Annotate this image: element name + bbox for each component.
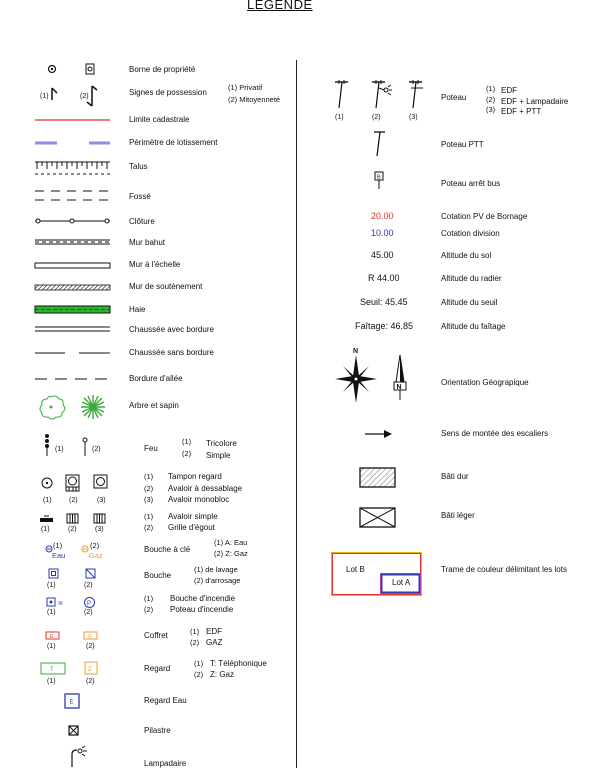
- mitoyennete-icon: [87, 84, 101, 108]
- mur-soutenement-symbol: [35, 284, 115, 292]
- label-feu: Feu: [144, 444, 158, 453]
- feu-opt-2: (2): [182, 449, 192, 458]
- lot-a-label: Lot A: [392, 578, 411, 587]
- label-limite: Limite cadastrale: [129, 115, 190, 124]
- regard-telephonique-icon: [40, 662, 68, 676]
- bouche-cle-opt-1: (1) A: Eau: [214, 538, 248, 547]
- incendie-opt-2: (2): [144, 605, 154, 614]
- label-bouche-cle: Bouche à clé: [144, 545, 191, 554]
- talus-symbol: [35, 160, 115, 176]
- signes-opt-2: (2) Mitoyenneté: [228, 95, 281, 104]
- label-haie: Haie: [129, 305, 146, 314]
- bati-leger-symbol: [359, 507, 397, 529]
- lampadaire-icon: [68, 748, 90, 768]
- label-chaussee-sans: Chaussée sans bordure: [129, 348, 214, 357]
- svg-text:T: T: [50, 667, 54, 673]
- poteau-num-1: (1): [335, 114, 344, 121]
- label-signes: Signes de possession: [129, 88, 207, 97]
- label-bati-dur: Bâti dur: [441, 472, 469, 481]
- svg-text:P: P: [87, 601, 92, 607]
- poteau-opt-2: (2): [486, 95, 496, 104]
- faitage-value: Faîtage: 46.85: [355, 321, 414, 331]
- tampon-opt-3: (3): [144, 495, 154, 504]
- poteau-num-2: (2): [372, 114, 381, 121]
- mur-echelle-symbol: [35, 262, 115, 270]
- avaloir-dessablage-icon: [65, 474, 81, 494]
- regard-opt-1: (1): [194, 659, 204, 668]
- poteau-opt-3: (3): [486, 105, 496, 114]
- privatif-icon: [48, 86, 60, 102]
- label-borne: Borne de propriété: [129, 65, 196, 74]
- arbre-icon: [38, 394, 68, 420]
- poteau-opt-1: (1): [486, 84, 496, 93]
- limite-line: [35, 119, 115, 123]
- compass-rose-icon: [334, 346, 380, 406]
- poteau-val-3: EDF + PTT: [501, 107, 542, 116]
- svg-text:≋: ≋: [58, 601, 64, 607]
- svg-text:G: G: [88, 634, 92, 640]
- label-coffret: Coffret: [144, 631, 168, 640]
- svg-text:E: E: [69, 699, 74, 706]
- label-bouche: Bouche: [144, 571, 172, 580]
- grille-egout-icon: [66, 513, 80, 525]
- svg-text:N: N: [353, 348, 359, 355]
- cloture-symbol: [35, 217, 115, 225]
- label-poteau: Poteau: [441, 93, 467, 102]
- bouche-cle-opt-2: (2) Z: Gaz: [214, 549, 248, 558]
- lot-b-label: Lot B: [346, 565, 365, 574]
- bouche-num-1: (1): [47, 582, 56, 589]
- north-arrow-icon: [390, 354, 410, 402]
- label-mur-echelle: Mur à l'échelle: [129, 260, 181, 269]
- label-lampadaire: Lampadaire: [144, 759, 187, 768]
- avaloir-opt-2: (2): [144, 523, 154, 532]
- poteau-num-3: (3): [409, 114, 418, 121]
- regard-val-2: Z: Gaz: [210, 670, 235, 679]
- bouche-arrosage-icon: [85, 568, 97, 580]
- tampon-regard-icon: [40, 476, 54, 490]
- coffret-val-2: GAZ: [206, 638, 223, 647]
- incendie-opt-1: (1): [144, 594, 154, 603]
- cotation-pv-value: 20.00: [371, 211, 394, 221]
- mur-bahut-symbol: [35, 239, 115, 247]
- bouche-cle-sym-1: (1): [53, 541, 63, 550]
- regard-val-1: T: Téléphonique: [210, 659, 267, 668]
- perimetre-line: [35, 142, 115, 146]
- label-trame: Trame de couleur délimitant les lots: [441, 565, 567, 574]
- svg-text:N: N: [396, 384, 402, 391]
- label-regard: Regard: [144, 664, 171, 673]
- avaloir-monobloc-icon: [93, 474, 109, 492]
- coffret-num-1: (1): [47, 643, 56, 650]
- feu-num-2: (2): [92, 446, 101, 453]
- coffret-opt-1: (1): [190, 627, 200, 636]
- bouche-num-2: (2): [84, 582, 93, 589]
- label-cloture: Clôture: [129, 217, 155, 226]
- label-cotation-pv: Cotation PV de Bornage: [441, 212, 528, 221]
- signes-opt-1: (1) Privatif: [228, 83, 263, 92]
- poteau-edf-ptt-icon: [407, 80, 429, 110]
- poteau-val-1: EDF: [501, 86, 517, 95]
- seuil-value: Seuil: 45.45: [360, 297, 408, 307]
- label-orientation: Orientation Géograpique: [441, 378, 529, 387]
- signes-num-1: (1): [40, 93, 49, 100]
- label-mur-soutenement: Mur de soutènement: [129, 282, 203, 291]
- svg-text:E: E: [50, 634, 54, 640]
- bordure-allee-symbol: [35, 378, 115, 382]
- grille-egout-icon-2: [93, 513, 107, 525]
- feu-simple-icon: [81, 437, 91, 457]
- feu-val-2: Simple: [206, 451, 231, 460]
- radier-value: R 44.00: [368, 273, 400, 283]
- bouche-opt-2: (2) d'arrosage: [194, 576, 241, 585]
- haie-symbol: [35, 305, 115, 315]
- regard-eau-icon: [64, 693, 80, 709]
- avaloir-simple-icon: [39, 515, 55, 525]
- poteau-bus-icon: [374, 171, 386, 191]
- coffret-val-1: EDF: [206, 627, 222, 636]
- chaussee-sans-symbol: [35, 352, 115, 356]
- chaussee-bordure-symbol: [35, 326, 115, 334]
- label-poteau-bus: Poteau arrêt bus: [441, 179, 501, 188]
- regard-gaz-icon: [84, 661, 100, 676]
- label-perimetre: Périmètre de lotissement: [129, 138, 218, 147]
- tampon-opt-1: (1): [144, 472, 154, 481]
- regard-num-1: (1): [47, 678, 56, 685]
- label-faitage: Altitude du faîtage: [441, 322, 506, 331]
- poteau-ptt-icon: [372, 130, 388, 158]
- label-poteau-ptt: Poteau PTT: [441, 140, 484, 149]
- coffret-num-2: (2): [86, 643, 95, 650]
- poteau-edf-icon: [333, 80, 353, 110]
- tampon-opt-2: (2): [144, 484, 154, 493]
- label-fosse: Fossé: [129, 192, 151, 201]
- avaloir-val-1: Avaloir simple: [168, 512, 218, 521]
- label-arbre: Arbre et sapin: [129, 401, 179, 410]
- coffret-gaz-icon: [83, 631, 99, 641]
- avaloir-num-1: (1): [41, 526, 50, 533]
- svg-text:B: B: [377, 174, 381, 181]
- feu-tricolore-icon: [43, 433, 53, 457]
- poteau-edf-lampadaire-icon: [370, 80, 394, 110]
- bouche-cle-sym-2: (2): [90, 541, 100, 550]
- label-talus: Talus: [129, 162, 148, 171]
- sol-value: 45.00: [371, 250, 394, 260]
- tampon-val-1: Tampon regard: [168, 472, 222, 481]
- bouche-cle-sym-gaz: Gaz: [89, 551, 103, 560]
- label-chaussee-bordure: Chaussée avec bordure: [129, 325, 214, 334]
- avaloir-num-3: (3): [95, 526, 104, 533]
- bouche-opt-1: (1) de lavage: [194, 565, 238, 574]
- label-bati-leger: Bâti léger: [441, 511, 475, 520]
- avaloir-val-2: Grille d'égout: [168, 523, 215, 532]
- sapin-icon: [80, 394, 106, 420]
- incendie-num-1: (1): [47, 609, 56, 616]
- label-regard-eau: Regard Eau: [144, 696, 187, 705]
- tampon-num-3: (3): [97, 497, 106, 504]
- cotation-div-value: 10.00: [371, 228, 394, 238]
- label-pilastre: Pilastre: [144, 726, 171, 735]
- svg-text:Z: Z: [88, 667, 92, 673]
- tampon-val-3: Avaloir monobloc: [168, 495, 230, 504]
- signes-num-2: (2): [80, 93, 89, 100]
- borne-icon: [46, 63, 106, 77]
- label-escaliers: Sens de montée des escaliers: [441, 429, 549, 438]
- poteau-val-2: EDF + Lampadaire: [501, 97, 569, 106]
- feu-num-1: (1): [55, 446, 64, 453]
- pilastre-icon: [68, 725, 80, 737]
- label-sol: Altitude du sol: [441, 251, 492, 260]
- avaloir-num-2: (2): [68, 526, 77, 533]
- avaloir-opt-1: (1): [144, 512, 154, 521]
- tampon-num-1: (1): [43, 497, 52, 504]
- tampon-num-2: (2): [69, 497, 78, 504]
- coffret-edf-icon: [45, 631, 61, 641]
- feu-val-1: Tricolore: [206, 439, 237, 448]
- page-title: LEGENDE: [247, 0, 313, 12]
- regard-num-2: (2): [86, 678, 95, 685]
- tampon-val-2: Avaloir à dessablage: [168, 484, 243, 493]
- bouche-cle-sym-eau: Eau: [52, 551, 66, 560]
- incendie-val-2: Poteau d'incendie: [170, 605, 234, 614]
- bati-dur-symbol: [359, 467, 397, 489]
- label-cotation-div: Cotation division: [441, 229, 500, 238]
- label-bordure-allee: Bordure d'allée: [129, 374, 183, 383]
- incendie-num-2: (2): [84, 609, 93, 616]
- regard-opt-2: (2): [194, 670, 204, 679]
- arrow-right-icon: [364, 429, 394, 439]
- label-radier: Altitude du radier: [441, 274, 502, 283]
- fosse-symbol: [35, 189, 115, 203]
- column-divider: [296, 60, 297, 768]
- label-seuil: Altitude du seuil: [441, 298, 498, 307]
- label-mur-bahut: Mur bahut: [129, 238, 166, 247]
- incendie-val-1: Bouche d'incendie: [170, 594, 236, 603]
- coffret-opt-2: (2): [190, 638, 200, 647]
- bouche-lavage-icon: [48, 568, 60, 580]
- feu-opt-1: (1): [182, 437, 192, 446]
